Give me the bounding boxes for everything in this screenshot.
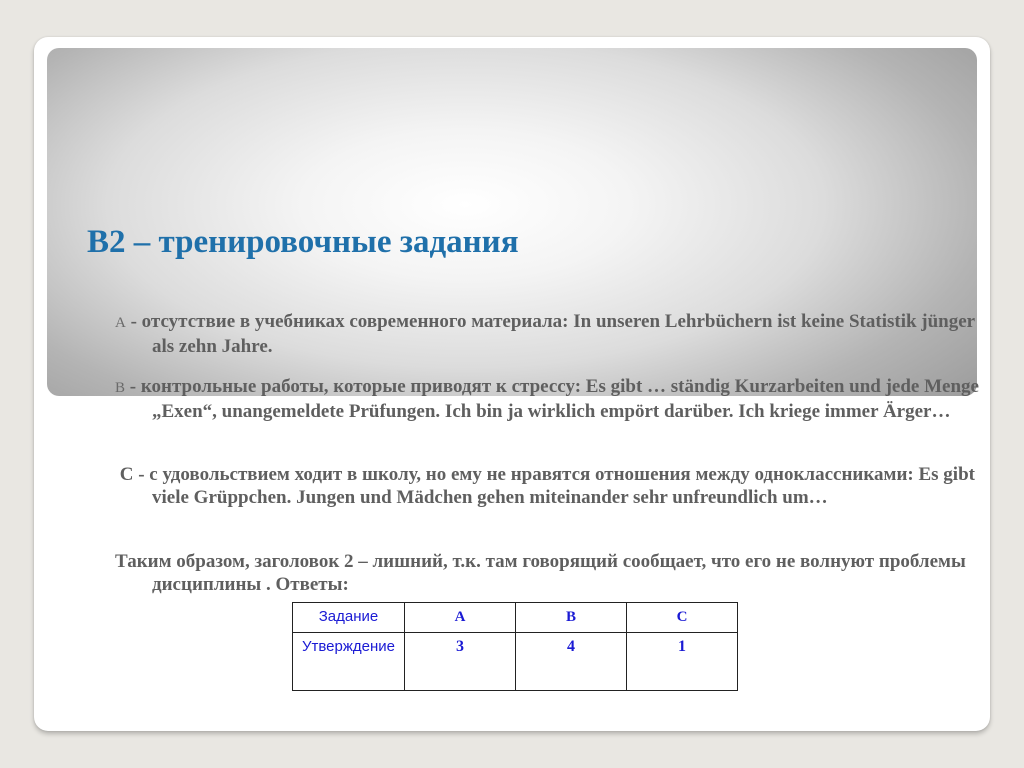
table-header-row (293, 603, 738, 633)
paragraph-c (115, 463, 982, 509)
table-cell-header-a (405, 603, 516, 633)
table-cell-header-c (627, 603, 738, 633)
header-b: B (565, 609, 576, 625)
table-cell-statement-label (293, 633, 405, 691)
table-cell-task-label (293, 603, 405, 633)
table-cell-value-c (627, 633, 738, 691)
table-cell-value-b (516, 633, 627, 691)
statement-label: Утверждение (301, 638, 396, 655)
paragraph-b-text: - контрольные работы, которые приводят к стрессу: Es gibt … ständig Kurzarbeiten und jede Menge „Exen“, unangemeldete Prüfungen. Ich bin ja wirklich empört darüber. Ich kriege immer Ärger… (125, 376, 979, 422)
conclusion-paragraph: Таким образом, заголовок 2 – лишний, т.к. там говорящий сообщает, что его не волнуют проблемы дисциплины . Ответы: (115, 551, 966, 595)
table-cell-header-b (516, 603, 627, 633)
paragraph-a (115, 310, 982, 358)
paragraph-c-letter: C (119, 464, 134, 485)
table-cell-value-a (405, 633, 516, 691)
paragraph-c-text: - с удовольствием ходит в школу, но ему не нравятся отношения между одноклассниками: Es gibt viele Grüppchen. Jungen und Mädchen gehen miteinander sehr unfreundlich um… (133, 464, 975, 508)
paragraph-b-letter: B (115, 380, 126, 396)
value-b: 4 (567, 638, 575, 655)
paragraph-b (115, 375, 982, 423)
answers-table (292, 602, 738, 691)
paragraph-a-text: - отсутствие в учебниках современного материала: In unseren Lehrbüchern ist keine Statistik jünger als zehn Jahre. (125, 311, 975, 357)
table-value-row (293, 633, 738, 691)
header-a: A (454, 609, 466, 625)
value-a: 3 (456, 638, 464, 655)
header-c: C (676, 609, 688, 625)
slide-title: B2 – тренировочные задания (87, 224, 519, 260)
value-c: 1 (678, 638, 686, 655)
paragraph-a-letter: A (115, 315, 126, 331)
task-label: Задание (318, 608, 379, 625)
